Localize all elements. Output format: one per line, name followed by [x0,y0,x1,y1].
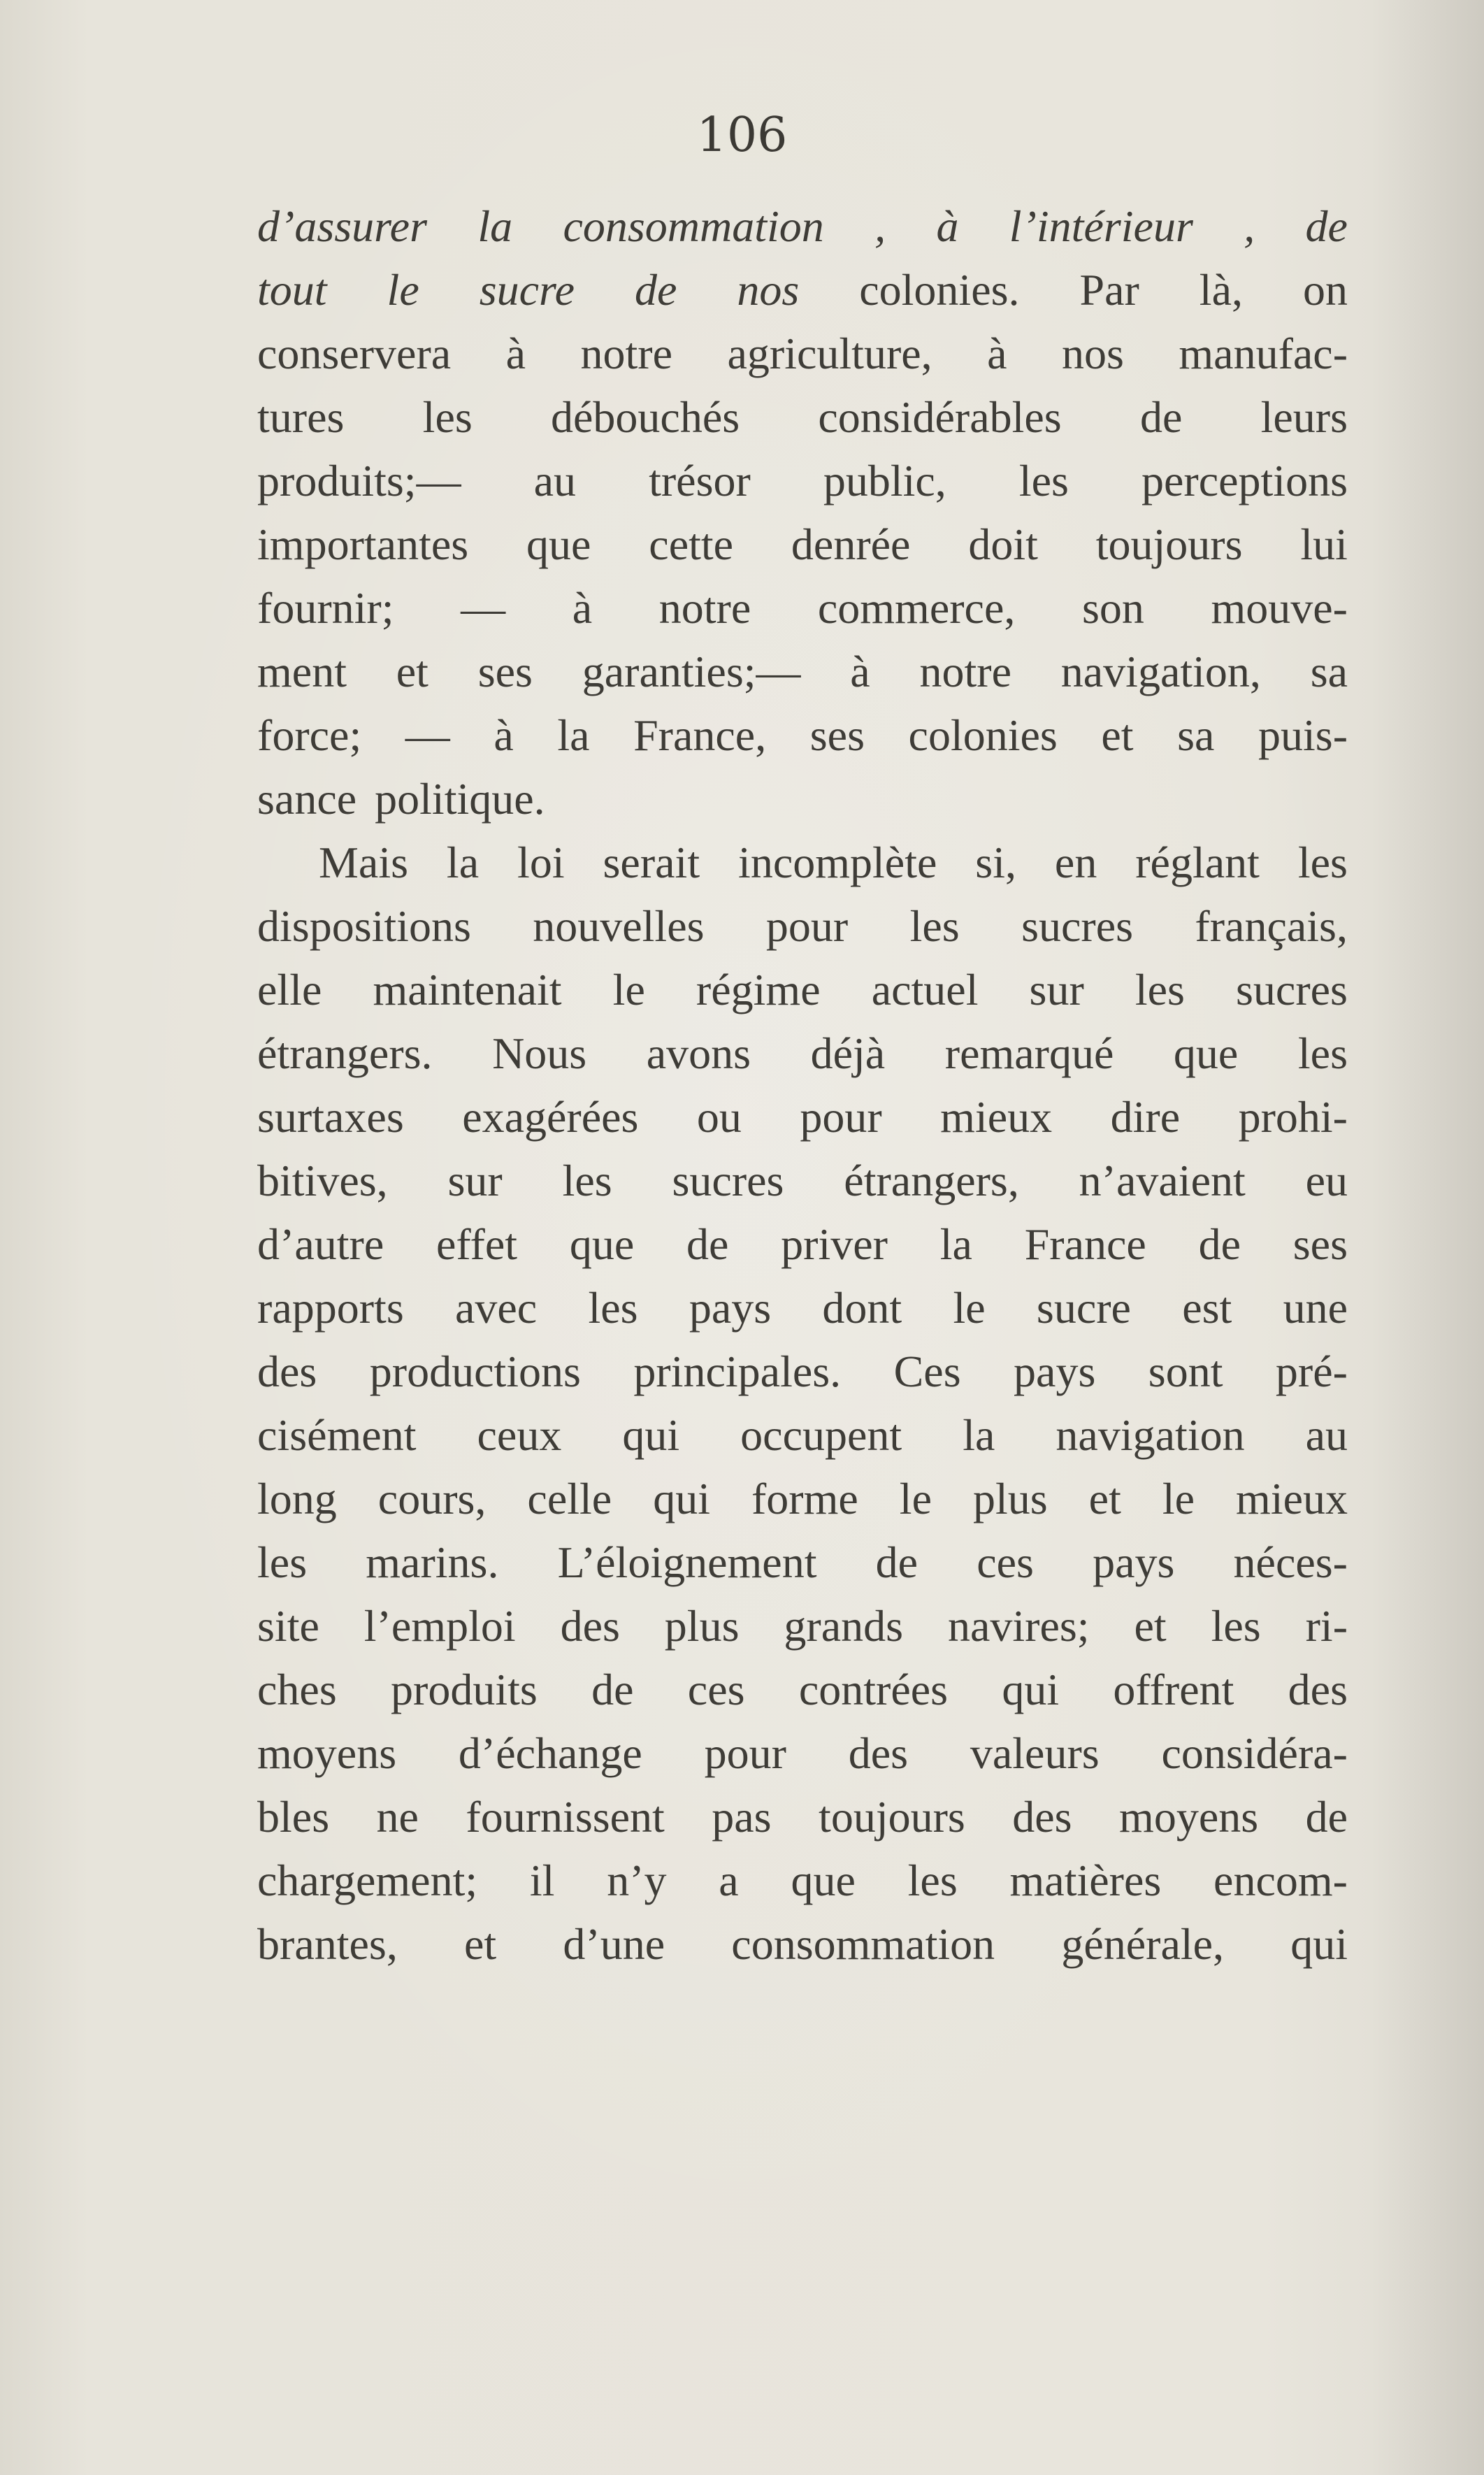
word: l’intérieur [1009,201,1193,251]
word: de [686,1219,729,1269]
word: la [477,201,513,251]
word: cisément [257,1410,417,1460]
word: réglant [1135,838,1260,887]
word: leurs [1260,392,1348,442]
word: plus [664,1601,740,1651]
word: navigation [1056,1410,1245,1460]
word: ces [687,1665,745,1714]
text-line [257,703,1348,767]
word: il [529,1856,555,1905]
word: serait [603,838,700,887]
word: — [405,710,450,760]
word: cette [649,519,734,569]
word: son [1081,583,1144,633]
word: déjà [810,1028,886,1078]
word: fournissent [466,1792,665,1842]
word: manufac- [1179,329,1348,378]
text-line [257,1530,1348,1594]
word: mouve- [1211,583,1348,633]
word: là, [1199,265,1243,315]
word: eu [1305,1156,1348,1205]
word: navires; [947,1601,1090,1651]
word: en [1054,838,1097,887]
word: d’échange [458,1728,642,1778]
word: sur [1029,965,1084,1014]
word: remarqué [944,1028,1114,1078]
word: et [396,647,428,696]
word: les [1211,1601,1261,1651]
word: la [557,710,590,760]
word: tures [257,392,345,442]
text-line [257,1849,1348,1912]
word: n’y [607,1856,667,1905]
word: ri- [1305,1601,1348,1651]
word: forme [751,1474,858,1523]
word: que [1173,1028,1239,1078]
word: et [1088,1474,1121,1523]
word: sur [447,1156,503,1205]
word: ses [1292,1219,1348,1269]
word: de [1305,201,1348,251]
word: ne [376,1792,419,1842]
text-line [257,385,1348,449]
word: toujours [819,1792,965,1842]
word: mieux [1236,1474,1348,1523]
word: dont [822,1283,902,1333]
word: des [1012,1792,1072,1842]
word: le [387,265,419,315]
word: avec [454,1283,538,1333]
word: brantes, [257,1919,398,1969]
word: la [939,1219,972,1269]
word: ceux [477,1410,562,1460]
text-line [257,1912,1348,1976]
word: nos [1062,329,1124,378]
word: à [494,710,514,760]
word: considéra- [1161,1728,1348,1778]
word: politique. [375,774,545,824]
word: d’assurer [257,201,427,251]
word: les [907,1856,958,1905]
word: principales. [633,1347,842,1396]
word: qui [1002,1665,1060,1714]
word: qui [622,1410,680,1460]
word: d’autre [257,1219,384,1269]
page-number: 106 [696,108,788,163]
word: Ces [893,1347,961,1396]
word: étrangers, [844,1156,1019,1205]
word: est [1182,1283,1232,1333]
word: ses [477,647,533,696]
word: dispositions [257,901,471,951]
word: surtaxes [257,1092,404,1142]
text-line [257,449,1348,512]
word: n’avaient [1079,1156,1246,1205]
word: au [533,456,577,505]
word: colonies. [859,265,1020,315]
word: pays [689,1283,772,1333]
word: encom- [1213,1856,1348,1905]
text-line [257,512,1348,576]
word: toujours [1095,519,1243,569]
word: produits [391,1665,538,1714]
word: débouchés [551,392,740,442]
word: importantes [257,519,469,569]
word: marins. [366,1537,499,1587]
word: — [461,583,506,633]
word: nos [737,265,800,315]
word: bitives, [257,1156,388,1205]
word: si, [975,838,1016,887]
text-line [257,1340,1348,1403]
word: priver [781,1219,888,1269]
word: effet [435,1219,518,1269]
word: des [560,1601,620,1651]
word: à [572,583,593,633]
word: d’une [563,1919,665,1969]
word: les [1297,838,1348,887]
word: moyens [257,1728,397,1778]
word: pays [1014,1347,1096,1396]
word: étrangers. [257,1028,433,1078]
text-line [257,640,1348,703]
text-line [257,1594,1348,1658]
word: l’emploi [363,1601,516,1651]
text-line [257,831,1348,894]
word: moyens [1119,1792,1259,1842]
text-line [257,1021,1348,1085]
word: le [612,965,645,1014]
word: les [422,392,473,442]
text-line [257,1721,1348,1785]
word: que [569,1219,635,1269]
word: ces [977,1537,1034,1587]
word: sucre [1036,1283,1131,1333]
word: conservera [257,329,452,378]
word: L’éloignement [557,1537,817,1587]
word: occupent [740,1410,902,1460]
word: et [1134,1601,1167,1651]
word: français, [1195,901,1348,951]
word: le [1162,1474,1195,1523]
word: offrent [1113,1665,1234,1714]
word: régime [696,965,821,1014]
word: au [1305,1410,1348,1460]
word: tout [257,265,327,315]
word: de [1198,1219,1241,1269]
word: maintenait [373,965,562,1014]
word: lui [1300,519,1348,569]
word: générale, [1061,1919,1225,1969]
word: les [562,1156,612,1205]
word: de [1305,1792,1348,1842]
word: valeurs [970,1728,1100,1778]
word: sucres [672,1156,784,1205]
word: sont [1148,1347,1223,1396]
word: cours, [377,1474,487,1523]
word: produits;— [257,456,461,505]
word: de [875,1537,919,1587]
word: productions [369,1347,581,1396]
word: puis- [1258,710,1348,760]
word: force; [257,710,362,760]
word: que [791,1856,856,1905]
word: les [1018,456,1069,505]
word: France, [633,710,767,760]
body-text [257,194,1348,1976]
text-line [257,1085,1348,1149]
word: garanties;— [582,647,801,696]
word: pas [712,1792,772,1842]
word: doit [968,519,1038,569]
word: sa [1177,710,1215,760]
text-line [257,1212,1348,1276]
word: actuel [871,965,979,1014]
word: pour [704,1728,786,1778]
word: pour [765,901,849,951]
text-line [257,1467,1348,1530]
word: sucre [479,265,575,315]
word: contrées [798,1665,949,1714]
word: agriculture, [727,329,932,378]
word: sa [1310,647,1348,696]
word: nouvelles [533,901,705,951]
word: et [1101,710,1134,760]
word: elle [257,965,322,1014]
word: pour [800,1092,882,1142]
word: grands [784,1601,904,1651]
word: , [1244,201,1255,251]
word: fournir; [257,583,394,633]
word: colonies [908,710,1058,760]
word: ches [257,1665,337,1714]
text-line [257,322,1348,385]
word: notre [580,329,672,378]
word: la [446,838,480,887]
word: public, [823,456,946,505]
word: notre [919,647,1011,696]
word: navigation, [1060,647,1261,696]
word: denrée [791,519,911,569]
text-line [257,1658,1348,1721]
word: France [1024,1219,1146,1269]
word: Par [1079,265,1139,315]
word: Nous [492,1028,587,1078]
word: trésor [649,456,751,505]
word: chargement; [257,1856,478,1905]
word: de [591,1665,634,1714]
word: consommation [563,201,824,251]
text-line [257,1276,1348,1340]
word: ou [696,1092,742,1142]
word: on [1302,265,1348,315]
word: incomplète [738,838,937,887]
word: mieux [940,1092,1053,1142]
word: ses [809,710,865,760]
word: Mais [319,838,408,887]
word: celle [527,1474,612,1523]
word: à [936,201,959,251]
word: les [909,901,960,951]
word: , [874,201,886,251]
word: qui [1290,1919,1348,1969]
text-line [257,1785,1348,1849]
text-line [257,894,1348,958]
word: les [1134,965,1185,1014]
word: qui [653,1474,710,1523]
word: de [634,265,677,315]
word: des [257,1347,317,1396]
text-line [257,1149,1348,1212]
page-edge-shadow [1370,0,1484,2475]
word: des [848,1728,909,1778]
word: avons [646,1028,751,1078]
word: à [505,329,526,378]
word: la [963,1410,995,1460]
word: loi [517,838,565,887]
word: à [850,647,870,696]
word: à [987,329,1007,378]
word: une [1283,1283,1348,1333]
text-line [257,1403,1348,1467]
word: sucres [1021,901,1134,951]
text-line [257,576,1348,640]
word: sance [257,774,357,824]
text-line [257,767,1348,831]
word: matières [1009,1856,1162,1905]
word: néces- [1233,1537,1348,1587]
word: le [899,1474,932,1523]
word: notre [658,583,751,633]
word: les [257,1537,308,1587]
text-line [257,958,1348,1021]
word: dire [1110,1092,1181,1142]
word: les [588,1283,638,1333]
word: consommation [731,1919,995,1969]
word: prohi- [1238,1092,1348,1142]
word: bles [257,1792,330,1842]
word: a [719,1856,739,1905]
word: site [257,1601,319,1651]
text-line [257,258,1348,322]
word: des [1288,1665,1348,1714]
word: pré- [1275,1347,1348,1396]
word: le [953,1283,986,1333]
word: rapports [257,1283,404,1333]
text-line [257,194,1348,258]
word: ment [257,647,347,696]
word: considérables [818,392,1062,442]
word: long [257,1474,337,1523]
word: et [464,1919,497,1969]
word: exagérées [462,1092,639,1142]
word: sucres [1236,965,1348,1014]
word: perceptions [1141,456,1348,505]
word: de [1139,392,1183,442]
word: plus [972,1474,1048,1523]
word: les [1297,1028,1348,1078]
word: commerce, [817,583,1016,633]
word: que [526,519,591,569]
word: pays [1093,1537,1175,1587]
